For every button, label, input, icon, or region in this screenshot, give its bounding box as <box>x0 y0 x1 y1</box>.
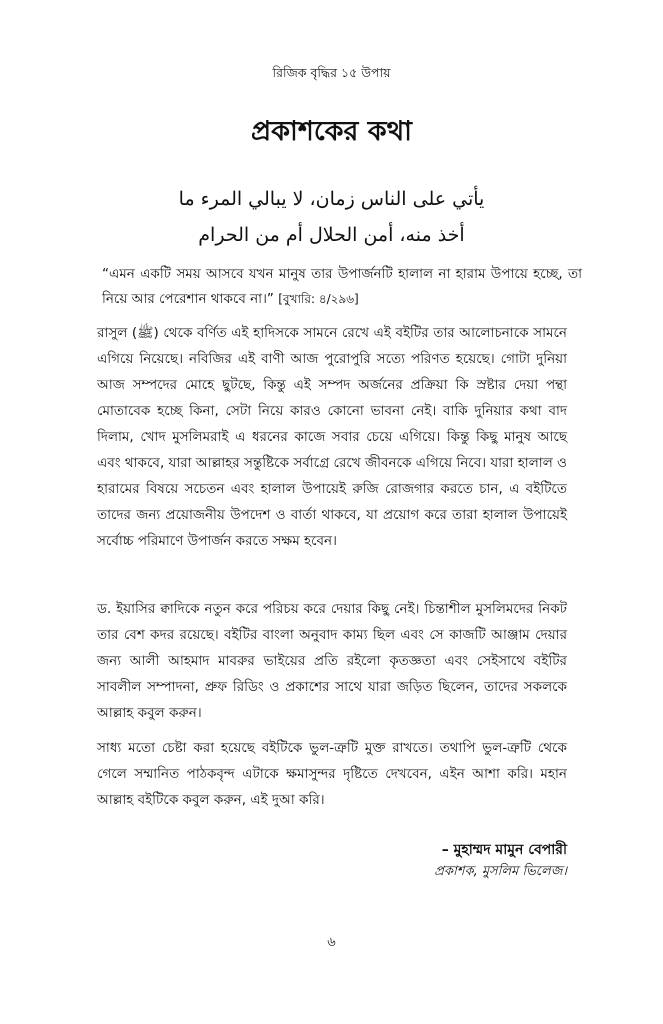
page-number: ৬ <box>327 935 336 950</box>
signature-role: প্রকাশক, মুসলিম ভিলেজ। <box>434 864 567 879</box>
paragraph: ড. ইয়াসির ক্বাদিকে নতুন করে পরিচয় করে দেয়ার কিছু নেই। চিন্তাশীল মুসলিমদের নিকট তার বেশ কদর রয়েছে। বইটির বাংলা অনুবাদ কাম্য ছিল এবং সে কাজটি আঞ্জাম দেয়ার জন্য আলী আহমাদ মাবরুর ভাইয়ের প্রতি রইলো কৃতজ্ঞতা এবং সেইসাথে বইটির সাবলীল সম্পাদনা, প্রুফ রিডিং ও প্রকাশের সাথে যারা জড়িত ছিলেন, তাদের সকলকে আল্লাহ কবুল করুন। <box>97 601 567 721</box>
hadith-translation <box>102 262 582 312</box>
quote-reference: [বুখারি: ৪/২৯৬] <box>278 292 359 306</box>
quote-text: “এমন একটি সময় আসবে যখন মানুষ তার উপার্জনটি হালাল না হারাম উপায়ে হচ্ছে, তা নিয়ে আর পেরেশান থাকবে না।” <box>102 266 582 307</box>
arabic-hadith-line-1: يأتي على الناس زمان، لا يبالي المرء ما <box>178 188 485 210</box>
running-head: রিজিক বৃদ্ধির ১৫ উপায় <box>272 65 391 80</box>
signature-name: – মুহাম্মদ মামুন বেপারী <box>441 842 567 858</box>
arabic-hadith-line-2: أخذ منه، أمن الحلال أم من الحرام <box>198 224 465 246</box>
paragraph: সাধ্য মতো চেষ্টা করা হয়েছে বইটিকে ভুল-ত্রুটি মুক্ত রাখতে। তথাপি ভুল-ত্রুটি থেকে গেলে সম্মানিত পাঠকবৃন্দ এটাকে ক্ষমাসুন্দর দৃষ্টিতে দেখবেন, এইন আশা করি। মহান আল্লাহ বইটিকে কবুল করুন, এই দুআ করি। <box>97 740 567 808</box>
page-title: প্রকাশকের কথা <box>250 116 413 147</box>
paragraph: রাসুল (ﷺ) থেকে বর্ণিত এই হাদিসকে সামনে রেখে এই বইটির তার আলোচনাকে সামনে এগিয়ে নিয়েছে। নবিজির এই বাণী আজ পুরোপুরি সত্যে পরিণত হয়েছে। গোটা দুনিয়া আজ সম্পদের মোহে ছুটছে, কিন্তু এই সম্পদ অর্জনের প্রক্রিয়া কি স্রষ্টার দেয়া পন্থা মোতাবেক হচ্ছে কিনা, সেটা নিয়ে কারও কোনো ভাবনা নেই। বাকি দুনিয়ার কথা বাদ দিলাম, খোদ মুসলিমরাই এ ধরনের কাজে সবার চেয়ে এগিয়ে। কিন্তু কিছু মানুষ আছে এবং থাকবে, যারা আল্লাহর সন্তুষ্টিকে সর্বাগ্রে রেখে জীবনকে এগিয়ে নিবে। যারা হালাল ও হারামের বিষয়ে সচেতন এবং হালাল উপায়েই রুজি রোজগার করতে চান, এ বইটিতে তাদের জন্য প্রয়োজনীয় উপদেশ ও বার্তা থাকবে, যা প্রয়োগ করে তারা হালাল উপায়েই সর্বোচ্চ পরিমাণে উপার্জন করতে সক্ষম হবেন। <box>97 325 567 549</box>
